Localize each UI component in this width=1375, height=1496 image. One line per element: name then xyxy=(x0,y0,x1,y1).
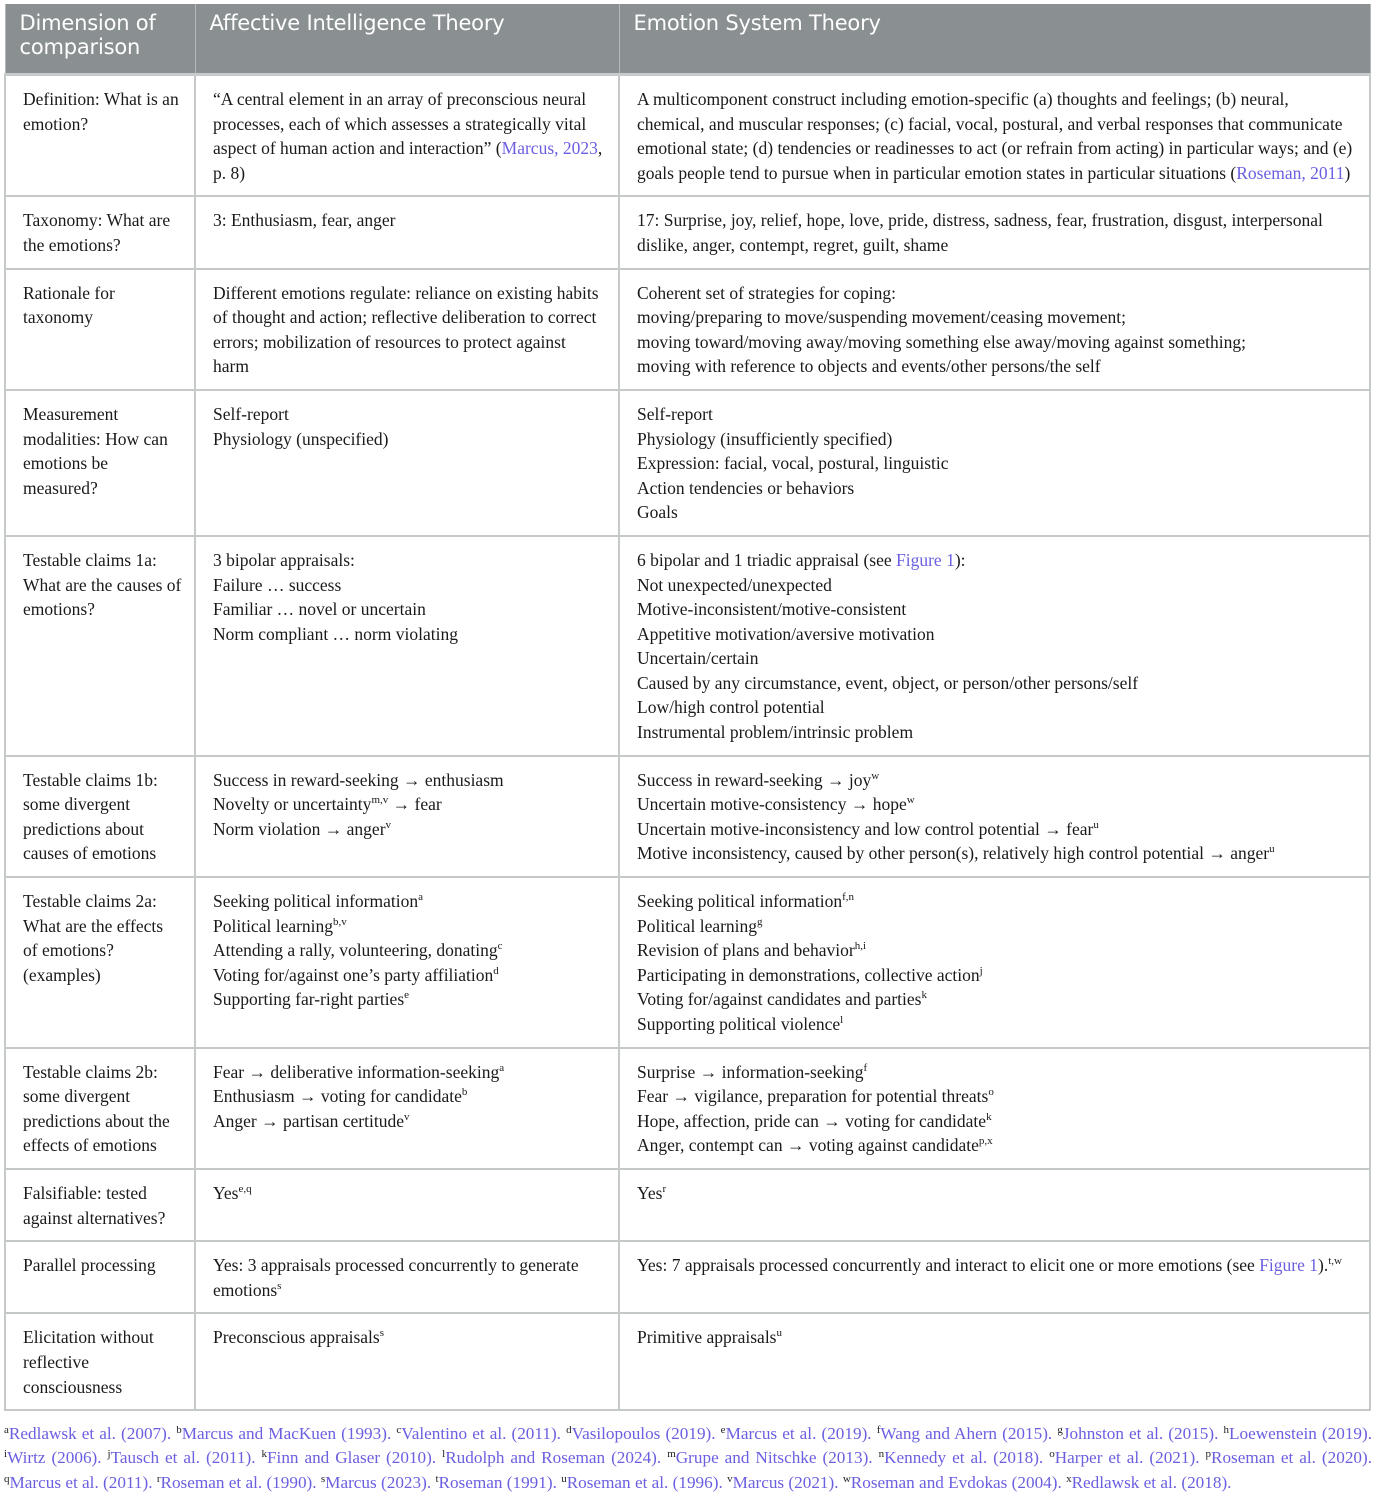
footnote-key: q xyxy=(4,1472,10,1485)
footnote-reference-link[interactable]: Roseman (1991). xyxy=(438,1472,557,1492)
cell-line-text: Success in reward-seeking → joy xyxy=(637,769,872,790)
cell-paragraph: 17: Surprise, joy, relief, hope, love, pride, distress, sadness, fear, frustration, disgust, interpersonal dislike, anger, contempt, regret, guilt, shame xyxy=(637,210,1323,255)
cell-line-text: → fear xyxy=(388,794,442,815)
footnote-reference-link[interactable]: Roseman and Evdokas (2004). xyxy=(850,1472,1062,1492)
cell-line-text: Yes xyxy=(637,1182,663,1203)
est-cell xyxy=(619,877,1370,1048)
cell-line xyxy=(213,792,606,817)
cell-line xyxy=(637,817,1357,842)
footnote-reference-link[interactable]: Valentino et al. (2011). xyxy=(401,1424,561,1443)
footnote-marker: j xyxy=(979,964,983,977)
ait-cell xyxy=(195,536,619,756)
cell-line-text: Anger, contempt can → voting against candidate xyxy=(637,1135,979,1156)
cell-line xyxy=(637,1133,1357,1158)
footnote-reference-link[interactable]: Marcus (2021). xyxy=(732,1472,839,1492)
cell-line-text: Attending a rally, volunteering, donating xyxy=(213,940,498,961)
footnote-key: d xyxy=(566,1424,572,1436)
footnote xyxy=(566,1424,716,1443)
cell-line-text: Failure … success xyxy=(213,574,342,595)
footnote-reference-link[interactable]: Roseman et al. (1990). xyxy=(160,1472,317,1492)
footnote xyxy=(877,1424,1053,1443)
cell-line-text: Appetitive motivation/aversive motivation xyxy=(637,623,935,644)
footnote-reference-link[interactable]: Roseman et al. (1996). xyxy=(566,1472,723,1492)
cell-line-text: Familiar … novel or uncertain xyxy=(213,599,426,620)
cell-line-text: Expression: facial, vocal, postural, linguistic xyxy=(637,453,949,474)
cell-line-text: Goals xyxy=(637,502,678,523)
footnote xyxy=(4,1448,102,1467)
footnote-marker: k xyxy=(986,1110,992,1123)
cell-line-text: 6 bipolar and 1 triadic appraisal (see xyxy=(637,549,896,570)
cell-line-text: Norm violation → anger xyxy=(213,818,386,839)
footnote-key: k xyxy=(261,1448,267,1461)
cell-line-text: Action tendencies or behaviors xyxy=(637,477,855,498)
footnote-reference-link[interactable]: Redlawsk et al. (2018). xyxy=(1071,1472,1232,1492)
footnote-marker: v xyxy=(403,1110,410,1123)
footnote xyxy=(1205,1448,1372,1467)
footnote-key: c xyxy=(396,1424,402,1436)
cell-text xyxy=(637,208,1357,257)
dimension-cell: Taxonomy: What are the emotions? xyxy=(5,196,195,268)
footnote xyxy=(1224,1424,1373,1443)
cell-line xyxy=(637,720,1357,745)
cell-line-text: Fear → vigilance, preparation for potential threats xyxy=(637,1086,989,1107)
footnote-marker: m,v xyxy=(371,794,389,807)
cell-line xyxy=(637,330,1357,355)
cell-line-text: Enthusiasm → voting for candidate xyxy=(213,1086,462,1107)
cell-line-text: Seeking political information xyxy=(213,891,419,912)
footnote xyxy=(667,1448,872,1467)
footnotes xyxy=(4,1422,1372,1495)
cell-line xyxy=(213,768,606,793)
cell-line-text: Uncertain motive-inconsistency and low control potential → fear xyxy=(637,818,1094,839)
dimension-cell: Elicitation without reflective consciousness xyxy=(5,1313,195,1410)
cell-line-text: Coherent set of strategies for coping: xyxy=(637,282,897,303)
footnote-reference-link[interactable]: Harper et al. (2021). xyxy=(1054,1448,1200,1468)
footnote-marker: v xyxy=(385,818,392,831)
cell-line xyxy=(637,768,1357,793)
footnote xyxy=(176,1424,391,1443)
footnote-reference-link[interactable]: Wirtz (2006). xyxy=(7,1448,102,1468)
cell-text-before: Yes: 7 appraisals processed concurrently and interact to elicit one or more emotions (see xyxy=(637,1255,1260,1276)
dimension-cell: Testable claims 2b: some divergent predictions about the effects of emotions xyxy=(5,1048,195,1169)
footnote-marker: k xyxy=(921,989,927,1002)
header-ait: Affective Intelligence Theory xyxy=(195,4,619,75)
footnote xyxy=(843,1473,1062,1492)
cell-line xyxy=(213,889,606,914)
cell-line xyxy=(637,597,1357,622)
reference-link[interactable]: Marcus, 2023 xyxy=(501,138,598,159)
cell-line xyxy=(637,695,1357,720)
cell-line xyxy=(637,281,1357,306)
dimension-cell: Falsifiable: tested against alternatives? xyxy=(5,1169,195,1241)
footnote-marker: s xyxy=(277,1279,282,1292)
cell-text xyxy=(637,1253,1357,1278)
cell-text-before: “A central element in an array of preconscious neural processes, each of which assesses a strategically vital aspect of human action and interaction” ( xyxy=(213,89,587,159)
cell-line xyxy=(637,451,1357,476)
table-body xyxy=(5,75,1370,1411)
est-cell xyxy=(619,269,1370,390)
cell-line-text: Seeking political information xyxy=(637,891,843,912)
dimension-cell: Testable claims 2a: What are the effects of emotions? (examples) xyxy=(5,877,195,1048)
cell-line-text: Low/high control potential xyxy=(637,697,825,718)
footnote-marker: g xyxy=(757,915,763,928)
est-cell xyxy=(619,1313,1370,1410)
header-dimension: Dimension of comparison xyxy=(5,4,195,75)
cell-paragraph: Yes: 3 appraisals processed concurrently to generate emotions xyxy=(213,1255,579,1300)
ait-cell xyxy=(195,269,619,390)
footnote-reference-link[interactable]: Finn and Glaser (2010). xyxy=(266,1448,437,1468)
footnote-key: o xyxy=(1049,1448,1055,1461)
cell-line xyxy=(637,622,1357,647)
est-cell xyxy=(619,75,1370,197)
cell-line-text: Participating in demonstrations, collective action xyxy=(637,964,980,985)
footnote-reference-link[interactable]: Marcus et al. (2019). xyxy=(725,1424,872,1443)
footnote-key: n xyxy=(878,1448,885,1461)
cell-text xyxy=(213,281,606,379)
cell-line-text: Physiology (insufficiently specified) xyxy=(637,428,893,449)
header-est: Emotion System Theory xyxy=(619,4,1370,75)
cell-line-text: Supporting far-right parties xyxy=(213,989,405,1010)
table-row xyxy=(5,877,1370,1048)
footnote-reference-link[interactable]: Redlawsk et al. (2007). xyxy=(8,1424,172,1443)
cell-line xyxy=(637,402,1357,427)
footnote-key: w xyxy=(842,1472,851,1485)
footnote-key: a xyxy=(4,1424,9,1436)
cell-line-text: moving/preparing to move/suspending movement/ceasing movement; xyxy=(637,307,1126,328)
cell-line-text: Instrumental problem/intrinsic problem xyxy=(637,722,914,743)
cell-line-text: Anger → partisan certitude xyxy=(213,1110,404,1131)
cell-text-after: , p. 8) xyxy=(213,138,603,183)
footnote-key: e xyxy=(720,1424,726,1436)
footnote-marker: l xyxy=(840,1014,844,1026)
ait-cell xyxy=(195,75,619,197)
cell-line-text: Physiology (unspecified) xyxy=(213,428,389,449)
comparison-table xyxy=(4,4,1371,1411)
figure-link[interactable]: Figure 1 xyxy=(896,549,955,570)
dimension-cell: Testable claims 1b: some divergent predictions about causes of emotions xyxy=(5,756,195,877)
footnote xyxy=(561,1473,723,1492)
footnote-marker: p,x xyxy=(978,1135,993,1148)
footnote-marker: e xyxy=(404,989,410,1002)
cell-line xyxy=(637,841,1357,866)
cell-line xyxy=(213,1181,606,1206)
cell-text xyxy=(213,87,606,185)
cell-line xyxy=(637,1060,1357,1085)
table-row xyxy=(5,75,1370,197)
cell-text-after: ) xyxy=(1344,162,1351,183)
table-row xyxy=(5,1048,1370,1169)
footnote-reference-link[interactable]: Kennedy et al. (2018). xyxy=(884,1448,1044,1468)
cell-line xyxy=(637,1109,1357,1134)
footnote-marker: h,i xyxy=(854,940,867,953)
footnote xyxy=(157,1473,317,1492)
cell-line-text: Voting for/against candidates and parties xyxy=(637,989,922,1010)
footnote-key: b xyxy=(176,1424,182,1436)
ait-cell xyxy=(195,756,619,877)
cell-line-text: Fear → deliberative information-seeking xyxy=(213,1061,500,1082)
footnote-marker: f,n xyxy=(842,891,855,904)
cell-line-text: Self-report xyxy=(213,403,289,424)
cell-line xyxy=(637,573,1357,598)
table-row xyxy=(5,269,1370,390)
header-row xyxy=(5,4,1370,75)
footnote-reference-link[interactable]: Marcus (2023). xyxy=(325,1472,432,1492)
footnote xyxy=(1057,1424,1218,1443)
cell-paragraph: Different emotions regulate: reliance on existing habits of thought and action; reflective deliberation to correct errors; mobilization of resources to protect against harm xyxy=(213,282,599,377)
cell-line xyxy=(637,476,1357,501)
cell-line xyxy=(213,1325,606,1350)
cell-line-text: Voting for/against one’s party affiliation xyxy=(213,964,494,985)
footnote xyxy=(261,1448,436,1467)
cell-line-text: Political learning xyxy=(213,915,334,936)
footnote-marker: w xyxy=(906,794,915,807)
footnote-reference-link[interactable]: Roseman et al. (2020). xyxy=(1210,1448,1373,1468)
footnote-reference-link[interactable]: Rudolph and Roseman (2024). xyxy=(445,1448,662,1468)
cell-line xyxy=(213,817,606,842)
cell-line-text: moving with reference to objects and events/other persons/the self xyxy=(637,356,1101,377)
footnote-reference-link[interactable]: Loewenstein (2019). xyxy=(1229,1424,1373,1443)
table-row xyxy=(5,1313,1370,1410)
ait-cell xyxy=(195,1241,619,1313)
cell-line-text: Success in reward-seeking → enthusiasm xyxy=(213,769,504,790)
est-cell xyxy=(619,756,1370,877)
cell-line xyxy=(213,987,606,1012)
footnote-marker: t,w xyxy=(1328,1255,1342,1268)
cell-line xyxy=(637,548,1357,573)
cell-line-text: Surprise → information-seeking xyxy=(637,1061,864,1082)
cell-line xyxy=(637,987,1357,1012)
dimension-cell: Testable claims 1a: What are the causes of emotions? xyxy=(5,536,195,756)
cell-line-text: Uncertain motive-consistency → hope xyxy=(637,794,907,815)
footnote-marker: d xyxy=(493,964,499,977)
footnote-reference-link[interactable]: Vasilopoulos (2019). xyxy=(571,1424,716,1443)
footnote xyxy=(4,1473,153,1492)
est-cell xyxy=(619,1169,1370,1241)
footnote xyxy=(321,1473,431,1492)
footnote xyxy=(108,1448,256,1467)
footnote-marker: o xyxy=(988,1086,994,1099)
cell-line xyxy=(637,1084,1357,1109)
footnote-key: h xyxy=(1223,1424,1230,1436)
est-cell xyxy=(619,390,1370,536)
cell-line xyxy=(637,963,1357,988)
cell-line xyxy=(637,1181,1357,1206)
cell-line-text: Norm compliant … norm violating xyxy=(213,623,458,644)
cell-text-before: A multicomponent construct including emotion-specific (a) thoughts and feelings; (b) neural, chemical, and muscular responses; (c) facial, vocal, postural, and verbal responses that communicate emotional state; (d) tendencies or readinesses to act (or refrain from acting) in particular ways; and (e) goals people tend to pursue when in particular emotion states in particular situations ( xyxy=(637,89,1353,183)
cell-line xyxy=(213,1109,606,1134)
dimension-cell: Definition: What is an emotion? xyxy=(5,75,195,197)
footnote-marker: w xyxy=(871,769,880,782)
footnote xyxy=(879,1448,1044,1467)
cell-line xyxy=(637,671,1357,696)
est-cell xyxy=(619,1241,1370,1313)
cell-line xyxy=(213,938,606,963)
est-cell xyxy=(619,196,1370,268)
reference-link[interactable]: Roseman, 2011 xyxy=(1236,162,1345,183)
footnote-marker: b,v xyxy=(333,915,347,928)
footnote-key: l xyxy=(442,1448,446,1461)
footnote-key: j xyxy=(107,1448,111,1461)
dimension-cell: Rationale for taxonomy xyxy=(5,269,195,390)
footnote-marker: a xyxy=(418,891,423,904)
footnote-marker: u xyxy=(776,1327,782,1340)
dimension-cell: Parallel processing xyxy=(5,1241,195,1313)
footnote-marker: u xyxy=(1093,818,1099,831)
footnote-reference-link[interactable]: Wang and Ahern (2015). xyxy=(880,1424,1053,1443)
footnote xyxy=(4,1424,171,1443)
cell-line-text: moving toward/moving away/moving something else away/moving against something; xyxy=(637,331,1247,352)
cell-line-text: Political learning xyxy=(637,915,758,936)
footnote-reference-link[interactable]: Grupe and Nitschke (2013). xyxy=(675,1448,873,1468)
dimension-cell: Measurement modalities: How can emotions be measured? xyxy=(5,390,195,536)
cell-line-text: ): xyxy=(954,549,966,570)
footnote-key: i xyxy=(4,1448,8,1461)
cell-line xyxy=(637,646,1357,671)
footnote-key: p xyxy=(1205,1448,1211,1461)
footnote-marker: a xyxy=(499,1061,505,1074)
cell-line-text: Motive inconsistency, caused by other person(s), relatively high control potential → anger xyxy=(637,843,1270,864)
footnote-key: u xyxy=(561,1472,567,1485)
footnote-reference-link[interactable]: Johnston et al. (2015). xyxy=(1062,1424,1219,1443)
ait-cell xyxy=(195,1169,619,1241)
cell-text xyxy=(637,87,1357,185)
cell-line xyxy=(637,427,1357,452)
ait-cell xyxy=(195,1313,619,1410)
cell-line-text: Not unexpected/unexpected xyxy=(637,574,832,595)
cell-line-text: Revision of plans and behavior xyxy=(637,940,855,961)
footnote xyxy=(1049,1448,1199,1467)
table-row xyxy=(5,1169,1370,1241)
cell-line xyxy=(213,914,606,939)
footnote-key: g xyxy=(1057,1424,1063,1436)
footnote xyxy=(727,1473,838,1492)
cell-line xyxy=(637,938,1357,963)
footnote-key: m xyxy=(667,1448,676,1461)
footnote-marker: f xyxy=(863,1061,868,1074)
footnote-reference-link[interactable]: Marcus and MacKuen (1993). xyxy=(181,1424,392,1443)
cell-line xyxy=(213,622,606,647)
footnote xyxy=(435,1473,556,1492)
cell-line xyxy=(637,354,1357,379)
footnote xyxy=(1066,1473,1231,1492)
cell-line xyxy=(637,889,1357,914)
cell-line xyxy=(213,573,606,598)
cell-line xyxy=(213,402,606,427)
footnote-marker: r xyxy=(662,1182,667,1195)
footnote-key: t xyxy=(435,1472,439,1485)
reference-link[interactable]: Figure 1 xyxy=(1259,1255,1319,1276)
cell-line-text: 3 bipolar appraisals: xyxy=(213,549,355,570)
cell-text-after: ). xyxy=(1318,1255,1329,1276)
cell-line xyxy=(637,305,1357,330)
footnote xyxy=(721,1424,872,1443)
cell-line xyxy=(213,548,606,573)
est-cell xyxy=(619,536,1370,756)
cell-line-text: Yes xyxy=(213,1182,239,1203)
cell-line xyxy=(213,208,606,233)
table-row xyxy=(5,196,1370,268)
table-row xyxy=(5,536,1370,756)
cell-line xyxy=(637,1012,1357,1037)
footnote-reference-link[interactable]: Marcus et al. (2011). xyxy=(9,1472,153,1492)
table-row xyxy=(5,1241,1370,1313)
cell-line-text: Hope, affection, pride can → voting for candidate xyxy=(637,1110,987,1131)
footnote-marker: s xyxy=(379,1327,384,1340)
cell-line-text: Novelty or uncertainty xyxy=(213,794,372,815)
cell-line xyxy=(637,914,1357,939)
ait-cell xyxy=(195,877,619,1048)
cell-line xyxy=(213,1084,606,1109)
cell-line-text: 3: Enthusiasm, fear, anger xyxy=(213,210,396,231)
footnote-marker: b xyxy=(461,1086,468,1099)
footnote-key: r xyxy=(156,1472,161,1485)
footnote-key: v xyxy=(727,1472,733,1485)
ait-cell xyxy=(195,1048,619,1169)
footnote-key: f xyxy=(876,1424,881,1436)
footnote xyxy=(396,1424,561,1443)
cell-line-text: Supporting political violence xyxy=(637,1014,841,1034)
footnote xyxy=(442,1448,661,1467)
footnote-key: s xyxy=(320,1472,326,1485)
ait-cell xyxy=(195,196,619,268)
cell-line-text: Uncertain/certain xyxy=(637,648,759,669)
cell-line xyxy=(213,597,606,622)
cell-line xyxy=(213,963,606,988)
footnote-marker: c xyxy=(497,940,503,953)
cell-line-text: Motive-inconsistent/motive-consistent xyxy=(637,599,907,620)
ait-cell xyxy=(195,390,619,536)
footnote-key: x xyxy=(1066,1472,1072,1485)
cell-line-text: Preconscious appraisals xyxy=(213,1327,380,1348)
est-cell xyxy=(619,1048,1370,1169)
footnote-marker: e,q xyxy=(238,1182,252,1195)
cell-line xyxy=(637,792,1357,817)
cell-line xyxy=(213,427,606,452)
table-row xyxy=(5,390,1370,536)
cell-line-text: Self-report xyxy=(637,403,713,424)
cell-line xyxy=(213,1060,606,1085)
table-row xyxy=(5,756,1370,877)
cell-line-text: Primitive appraisals xyxy=(637,1327,777,1348)
footnote-marker: u xyxy=(1269,843,1275,856)
cell-line-text: Caused by any circumstance, event, object, or person/other persons/self xyxy=(637,672,1139,693)
cell-line xyxy=(637,1325,1357,1350)
cell-line xyxy=(637,500,1357,525)
footnote-reference-link[interactable]: Tausch et al. (2011). xyxy=(110,1448,256,1468)
cell-text xyxy=(213,1253,606,1302)
